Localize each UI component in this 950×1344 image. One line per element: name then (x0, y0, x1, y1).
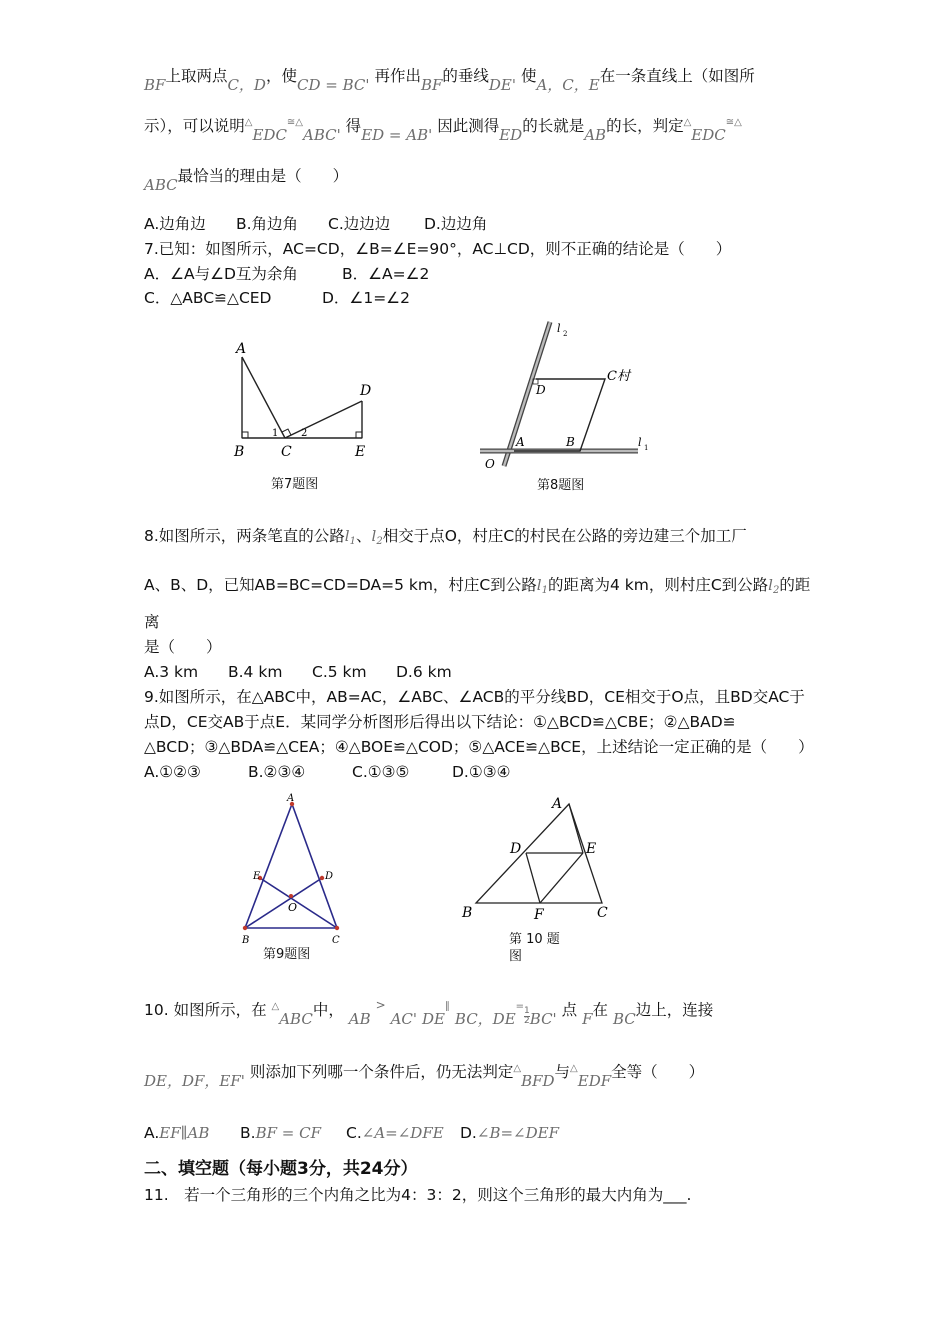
fig8-label-o: O (485, 457, 495, 471)
q7-stem: 7.已知：如图所示，AC=CD，∠B=∠E=90°，AC⊥CD，则不正确的结论是（ ） (144, 240, 732, 258)
fig10-label-f: F (534, 907, 544, 923)
fig9-side-ab (245, 804, 292, 928)
q8-option-a: A.3 km (144, 663, 199, 681)
q7-option-b: B．∠A=∠2 (342, 265, 430, 283)
fig10-label-e: E (586, 841, 597, 857)
q6-option-b: B.角边角 (236, 215, 299, 233)
q8-option-b: B.4 km (228, 663, 283, 681)
fig7-label-c: C (281, 444, 292, 460)
fig9-label-b: B (242, 935, 250, 946)
q7-options-row2 (144, 288, 410, 308)
figure-9 (236, 790, 356, 950)
q10-line-1: 10. 如图所示，在 △ABC中， AB > AC' DE∥ BC，DE= $\frac{1}{2}$ BC' 点 F在 BC边上，连接 (144, 998, 714, 1028)
q8-option-d: D.6 km (396, 663, 452, 681)
fig10-segment-df (526, 853, 540, 903)
fig10-segment-ef (540, 853, 583, 903)
fig9-side-ac (292, 804, 337, 928)
q6-line-1: BF上取两点C，D，使CD = BC' 再作出BF的垂线DE' 使A，C，E在一条直线上（如图所 (144, 67, 755, 94)
fig7-label-b: B (234, 444, 245, 460)
fig10-label-d: D (510, 841, 522, 857)
fig9-label-e: E (253, 871, 261, 882)
fig9-label-a: A (287, 793, 295, 804)
fig8-label-a: A (516, 435, 525, 449)
q8-line-3: 离 (144, 613, 160, 631)
fig8-label-b: B (566, 435, 575, 449)
fig9-bisector-bd (245, 878, 322, 928)
q9-option-c: C.①③⑤ (352, 763, 410, 781)
q8-line-1: 8.如图所示，两条笔直的公路l1、l2相交于点O，村庄C的村民在公路的旁边建三个加工厂 (144, 527, 747, 547)
figure-7 (225, 335, 385, 465)
q8-options (144, 662, 452, 682)
fig9-label-o: O (288, 901, 298, 914)
fig7-label-d: D (360, 383, 372, 399)
q9-line-2: 点D，CE交AB于点E．某同学分析图形后得出以下结论：①△BCD≌△CBE；②△BAD≌ (144, 713, 736, 731)
q7-options-row1 (144, 264, 429, 284)
fig9-label-d: D (325, 871, 334, 882)
q7-option-c: C．△ABC≌△CED (144, 289, 272, 307)
q8-line-4: 是（ ） (144, 638, 222, 656)
q9-option-a: A.①②③ (144, 763, 201, 781)
section-2-title: 二、填空题（每小题3分，共24分） (144, 1159, 418, 1179)
fig8-label-d: D (536, 383, 546, 397)
fig8-label-l2: l (557, 322, 561, 335)
fig7-right-angle-e (356, 432, 362, 438)
q9-options (144, 762, 511, 782)
q10-option-d: D.∠B=∠DEF (460, 1124, 559, 1142)
q8-line-2: A、B、D，已知AB=BC=CD=DA=5 km，村庄C到公路l1的距离为4 km，则村庄C到公路l2的距 (144, 576, 811, 596)
fig8-label-c-village: C村 (607, 369, 630, 384)
q9-line-3: △BCD；③△BDA≌△CEA；④△BOE≌△COD；⑤△ACE≌△BCE，上述结论一定正确的是（ ） (144, 738, 814, 756)
fig9-label-c: C (332, 935, 340, 946)
math-bf: BF (144, 76, 166, 94)
figure-10-caption-1: 第 10 题 (509, 932, 560, 947)
figure-10-caption-2: 图 (509, 949, 523, 964)
q7-option-d: D．∠1=∠2 (322, 289, 410, 307)
fig7-line-cd (285, 401, 362, 438)
fig10-label-c: C (597, 905, 608, 921)
q6-option-a: A.边角边 (144, 215, 206, 233)
fig8-label-l1: l (638, 436, 642, 449)
q10-line-2: DE，DF，EF' 则添加下列哪一个条件后，仍无法判定△BFD与△EDF全等（ ） (144, 1063, 705, 1090)
fig10-label-a: A (552, 796, 563, 812)
q10-option-c: C.∠A=∠DFE (346, 1124, 444, 1142)
svg-text:2: 2 (563, 330, 568, 338)
q8-option-c: C.5 km (312, 663, 367, 681)
fig7-label-a: A (236, 341, 247, 357)
fig7-label-e: E (355, 444, 366, 460)
fig7-label-angle-1: 1 (272, 428, 279, 439)
q7-option-a: A．∠A与∠D互为余角 (144, 265, 298, 283)
q10-option-a: A.EF∥AB (144, 1124, 210, 1142)
q11-answer-blank[interactable]: ___ (663, 1186, 687, 1204)
q10-options (144, 1123, 559, 1143)
q6-line-3: ABC最恰当的理由是（ ） (144, 167, 349, 194)
q11-text: 11. 若一个三角形的三个内角之比为4：3：2，则这个三角形的最大内角为___. (144, 1186, 692, 1204)
fig10-label-b: B (462, 905, 473, 921)
q9-option-d: D.①③④ (452, 763, 511, 781)
q6-option-c: C.边边边 (328, 215, 391, 233)
fig7-label-angle-2: 2 (301, 428, 308, 439)
q10-option-b: B.BF = CF (240, 1124, 321, 1142)
fig7-right-angle-b (242, 432, 248, 438)
figure-9-caption: 第9题图 (263, 947, 311, 962)
q6-line-2: 示），可以说明△EDC≅△ABC' 得ED = AB' 因此测得ED的长就是AB的长，判定△EDC≅△ (144, 117, 742, 144)
svg-text:1: 1 (644, 444, 649, 452)
q9-line-1: 9.如图所示，在△ABC中，AB=AC，∠ABC、∠ACB的平分线BD，CE相交于O点，且BD交AC于 (144, 688, 805, 706)
fig7-line-ac (242, 357, 285, 438)
figure-7-caption: 第7题图 (271, 477, 319, 492)
q9-option-b: B.②③④ (248, 763, 306, 781)
figure-8-caption: 第8题图 (537, 478, 585, 493)
figure-8 (478, 318, 658, 478)
q6-option-d: D.边边角 (424, 215, 488, 233)
q6-options (144, 214, 487, 234)
fig9-bisector-ce (260, 878, 337, 928)
figure-10 (458, 793, 618, 923)
